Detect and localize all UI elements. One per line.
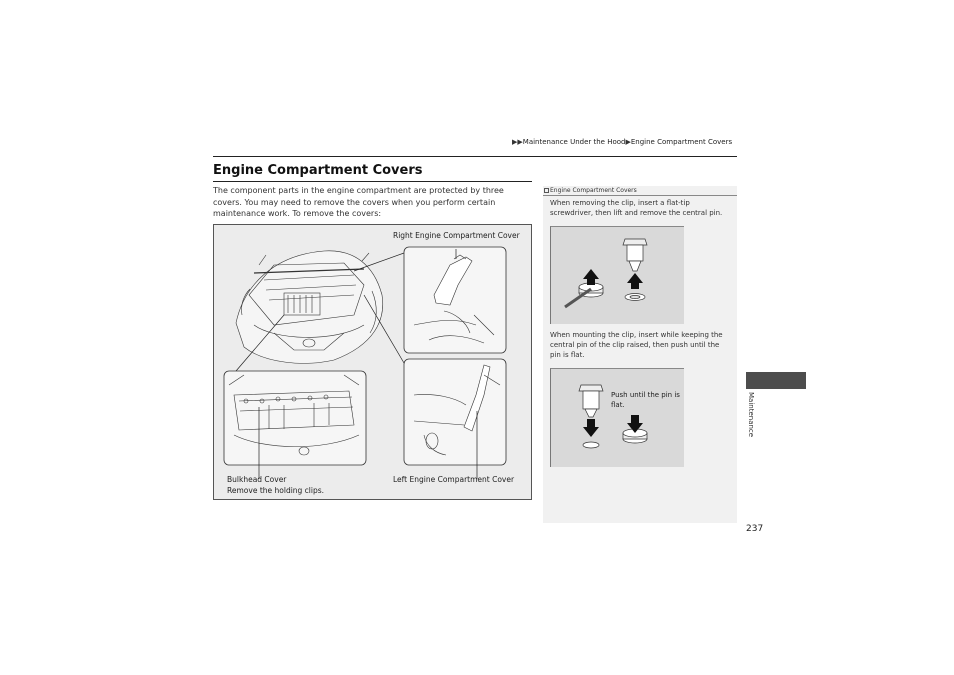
section-tab-label: Maintenance	[747, 392, 755, 438]
left-cover-inset	[404, 359, 506, 479]
page-number: 237	[746, 524, 764, 534]
breadcrumb	[512, 138, 732, 146]
top-rule	[213, 156, 737, 157]
mount-clip-drawing	[551, 369, 684, 467]
breadcrumb-arrows: ▶▶	[512, 138, 523, 146]
push-flat-label: Push until the pin is flat.	[611, 391, 680, 409]
remove-clip-image	[550, 226, 684, 324]
page-title: Engine Compartment Covers	[213, 163, 423, 178]
mount-clip-text: When mounting the clip, insert while keeping the central pin of the clip raised, then push until the pin is flat.	[550, 331, 723, 359]
left-cover-label: Left Engine Compartment Cover	[393, 475, 515, 484]
bulkhead-cover-note: Remove the holding clips.	[227, 486, 325, 495]
remove-clip-drawing	[551, 227, 684, 324]
breadcrumb-section[interactable]: Maintenance Under the Hood	[522, 138, 626, 146]
note-square-icon	[544, 188, 549, 193]
engine-bay-drawing	[236, 251, 383, 363]
intro-paragraph: The component parts in the engine compartment are protected by three covers. You may need to remove the covers when you perform certain maintenance work. To remove the covers:	[213, 186, 504, 218]
section-tab[interactable]	[746, 372, 806, 389]
breadcrumb-page: Engine Compartment Covers	[630, 138, 733, 146]
bulkhead-cover-label: Bulkhead Cover	[227, 475, 287, 484]
mount-clip-image	[550, 368, 684, 467]
right-cover-inset	[404, 247, 506, 353]
title-rule	[213, 181, 532, 182]
remove-clip-text: When removing the clip, insert a flat-tip screwdriver, then lift and remove the central pin.	[550, 199, 723, 217]
right-cover-label: Right Engine Compartment Cover	[393, 231, 520, 240]
bulkhead-cover-inset	[224, 371, 366, 479]
engine-covers-figure	[213, 224, 532, 500]
breadcrumb-separator: ▶	[625, 138, 631, 146]
side-note-heading: Engine Compartment Covers	[543, 186, 737, 196]
engine-illustration	[214, 225, 531, 499]
